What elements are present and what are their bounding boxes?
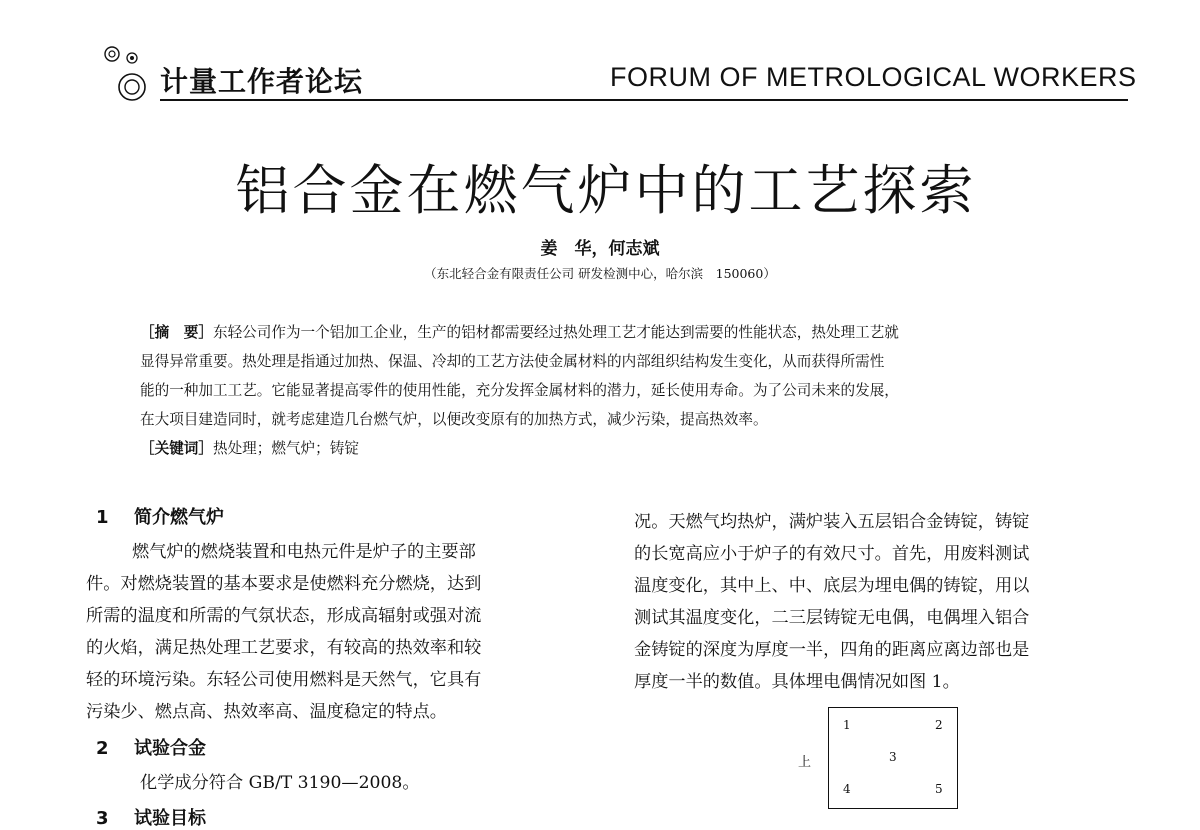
paragraph-line: 厚度一半的数值。具体埋电偶情况如图 1。 (634, 672, 960, 692)
article-affiliation: （东北轻合金有限责任公司 研发检测中心，哈尔滨 150060） (424, 266, 776, 281)
thermocouple-point-label: 5 (935, 782, 943, 796)
abstract-line: 显得异常重要。热处理是指通过加热、保温、冷却的工艺方法使金属材料的内部组织结构发生变化，从而获得所需性 (140, 353, 885, 370)
thermocouple-point-label: 1 (843, 718, 851, 732)
section-number: 1 (96, 507, 109, 528)
section-2-heading (96, 734, 206, 760)
abstract-line: 能的一种加工工艺。它能显著提高零件的使用性能，充分发挥金属材料的潜力，延长使用寿命。为了公司未来的发展， (140, 382, 899, 399)
paragraph-line: 轻的环境污染。东轻公司使用燃料是天然气，它具有 (86, 670, 482, 690)
abstract-line: 在大项目建造同时，就考虑建造几台燃气炉，以便改变原有的加热方式，减少污染，提高热效率。 (140, 411, 768, 428)
header-divider (160, 99, 1128, 101)
section-title: 试验目标 (134, 808, 206, 829)
forum-title-en: FORUM OF METROLOGICAL WORKERS (610, 62, 1137, 92)
section-number: 2 (96, 738, 109, 759)
section-title: 试验合金 (134, 738, 206, 759)
paragraph-line: 的长宽高应小于炉子的有效尺寸。首先，用废料测试 (634, 544, 1030, 564)
article-authors: 姜 华，何志斌 (540, 239, 660, 259)
paragraph-line: 温度变化，其中上、中、底层为埋电偶的铸锭，用以 (634, 576, 1030, 596)
paragraph-line: 金铸锭的深度为厚度一半，四角的距离应离边部也是 (634, 640, 1030, 660)
keywords-line (140, 437, 359, 458)
thermocouple-point-label: 3 (889, 750, 897, 764)
figure-side-label: 上 (798, 755, 812, 770)
abstract-label: ［摘 要］ (140, 324, 213, 341)
article-title: 铝合金在燃气炉中的工艺探索 (235, 159, 977, 222)
thermocouple-point-label: 2 (935, 718, 943, 732)
abstract-text: 东轻公司作为一个铝加工企业，生产的铝材都需要经过热处理工艺才能达到需要的性能状态，热处理工艺就 (212, 324, 899, 341)
paragraph-line: 的火焰，满足热处理工艺要求，有较高的热效率和较 (86, 638, 482, 658)
section-3-heading (96, 804, 206, 830)
paragraph-line: 燃气炉的燃烧装置和电热元件是炉子的主要部 (132, 542, 476, 562)
paragraph-line: 化学成分符合 GB/T 3190—2008。 (140, 773, 420, 793)
forum-title-zh: 计量工作者论坛 (160, 65, 364, 98)
paragraph-line: 污染少、燃点高、热效率高、温度稳定的特点。 (86, 702, 447, 722)
figure-ingot-diagram (828, 707, 958, 809)
forum-logo-icon (102, 42, 166, 106)
paragraph-line: 况。天燃气均热炉，满炉装入五层铝合金铸锭，铸锭 (634, 512, 1030, 532)
keywords-text: 热处理；燃气炉；铸锭 (212, 440, 359, 457)
paragraph-line: 件。对燃烧装置的基本要求是使燃料充分燃烧，达到 (86, 574, 482, 594)
thermocouple-point-label: 4 (843, 782, 851, 796)
section-number: 3 (96, 808, 109, 829)
keywords-label: ［关键词］ (140, 440, 213, 457)
abstract-line (140, 321, 899, 342)
paragraph-line: 测试其温度变化，二三层铸锭无电偶，电偶埋入铝合 (634, 608, 1030, 628)
section-title: 简介燃气炉 (134, 507, 224, 528)
paragraph-line: 所需的温度和所需的气氛状态，形成高辐射或强对流 (86, 606, 482, 626)
section-1-heading (96, 503, 224, 529)
